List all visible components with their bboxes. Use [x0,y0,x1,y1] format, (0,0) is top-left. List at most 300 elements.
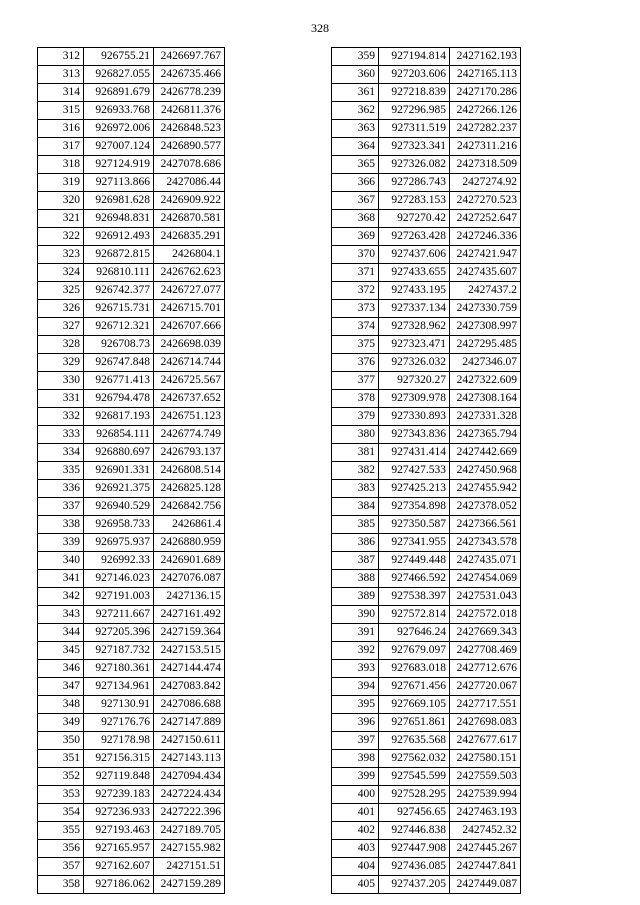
x-coordinate-cell: 927437.205 [379,876,450,894]
table-row [332,768,521,786]
x-coordinate-cell: 927162.607 [84,858,154,876]
table-row [38,606,225,624]
x-coordinate-cell: 927431.414 [379,444,450,462]
table-row [38,498,225,516]
x-coordinate-cell: 927236.933 [84,804,154,822]
table-row [38,354,225,372]
x-coordinate-cell: 926827.055 [84,66,154,84]
x-coordinate-cell: 927545.599 [379,768,450,786]
y-coordinate-cell: 2426835.291 [154,228,225,246]
y-coordinate-cell: 2427378.052 [450,498,521,516]
y-coordinate-cell: 2427144.474 [154,660,225,678]
table-row [38,210,225,228]
x-coordinate-cell: 926755.21 [84,48,154,66]
point-number-cell: 363 [332,120,379,138]
x-coordinate-cell: 927328.962 [379,318,450,336]
x-coordinate-cell: 927427.533 [379,462,450,480]
x-coordinate-cell: 926972.006 [84,120,154,138]
x-coordinate-cell: 926715.731 [84,300,154,318]
x-coordinate-cell: 927134.961 [84,678,154,696]
table-row [332,498,521,516]
y-coordinate-cell: 2427365.794 [450,426,521,444]
point-number-cell: 393 [332,660,379,678]
y-coordinate-cell: 2427136.15 [154,588,225,606]
point-number-cell: 312 [38,48,84,66]
table-row [332,480,521,498]
point-number-cell: 334 [38,444,84,462]
point-number-cell: 316 [38,120,84,138]
y-coordinate-cell: 2427270.523 [450,192,521,210]
y-coordinate-cell: 2427153.515 [154,642,225,660]
x-coordinate-cell: 927286.743 [379,174,450,192]
y-coordinate-cell: 2426870.581 [154,210,225,228]
point-number-cell: 344 [38,624,84,642]
x-coordinate-cell: 927343.836 [379,426,450,444]
y-coordinate-cell: 2427559.503 [450,768,521,786]
x-coordinate-cell: 927433.655 [379,264,450,282]
y-coordinate-cell: 2427308.997 [450,318,521,336]
point-number-cell: 389 [332,588,379,606]
point-number-cell: 320 [38,192,84,210]
table-row [38,714,225,732]
point-number-cell: 369 [332,228,379,246]
table-row [332,102,521,120]
y-coordinate-cell: 2427224.434 [154,786,225,804]
x-coordinate-cell: 927635.568 [379,732,450,750]
table-row [38,786,225,804]
x-coordinate-cell: 927130.91 [84,696,154,714]
point-number-cell: 329 [38,354,84,372]
y-coordinate-cell: 2426714.744 [154,354,225,372]
table-row [38,444,225,462]
table-row [332,426,521,444]
point-number-cell: 374 [332,318,379,336]
y-coordinate-cell: 2427708.469 [450,642,521,660]
table-row [38,822,225,840]
table-row [332,48,521,66]
y-coordinate-cell: 2427346.07 [450,354,521,372]
x-coordinate-cell: 926742.377 [84,282,154,300]
table-row [38,642,225,660]
x-coordinate-cell: 927683.018 [379,660,450,678]
table-row [332,228,521,246]
y-coordinate-cell: 2427366.561 [450,516,521,534]
y-coordinate-cell: 2427222.396 [154,804,225,822]
x-coordinate-cell: 927337.134 [379,300,450,318]
table-row [38,426,225,444]
y-coordinate-cell: 2426727.077 [154,282,225,300]
point-number-cell: 322 [38,228,84,246]
point-number-cell: 385 [332,516,379,534]
point-number-cell: 357 [38,858,84,876]
table-row [38,102,225,120]
table-row [38,552,225,570]
table-row [38,300,225,318]
y-coordinate-cell: 2427343.578 [450,534,521,552]
point-number-cell: 324 [38,264,84,282]
point-number-cell: 362 [332,102,379,120]
y-coordinate-cell: 2426707.666 [154,318,225,336]
x-coordinate-cell: 927437.606 [379,246,450,264]
table-row [38,660,225,678]
point-number-cell: 314 [38,84,84,102]
x-coordinate-cell: 927187.732 [84,642,154,660]
y-coordinate-cell: 2427282.237 [450,120,521,138]
table-row [332,840,521,858]
point-number-cell: 325 [38,282,84,300]
y-coordinate-cell: 2426804.1 [154,246,225,264]
x-coordinate-cell: 926854.111 [84,426,154,444]
table-row [332,606,521,624]
y-coordinate-cell: 2427151.51 [154,858,225,876]
x-coordinate-cell: 927309.978 [379,390,450,408]
point-number-cell: 403 [332,840,379,858]
x-coordinate-cell: 927165.957 [84,840,154,858]
point-number-cell: 380 [332,426,379,444]
table-row [332,876,521,894]
table-row [38,696,225,714]
point-number-cell: 347 [38,678,84,696]
coordinates-table-right [331,47,521,894]
point-number-cell: 354 [38,804,84,822]
y-coordinate-cell: 2427331.328 [450,408,521,426]
point-number-cell: 349 [38,714,84,732]
y-coordinate-cell: 2427143.113 [154,750,225,768]
table-row [38,462,225,480]
point-number-cell: 328 [38,336,84,354]
y-coordinate-cell: 2426909.922 [154,192,225,210]
table-row [332,210,521,228]
x-coordinate-cell: 927156.315 [84,750,154,768]
y-coordinate-cell: 2426793.137 [154,444,225,462]
x-coordinate-cell: 926921.375 [84,480,154,498]
point-number-cell: 333 [38,426,84,444]
point-number-cell: 392 [332,642,379,660]
y-coordinate-cell: 2427435.607 [450,264,521,282]
y-coordinate-cell: 2427445.267 [450,840,521,858]
page-number: 328 [311,21,329,35]
x-coordinate-cell: 926975.937 [84,534,154,552]
x-coordinate-cell: 927296.985 [379,102,450,120]
y-coordinate-cell: 2427189.705 [154,822,225,840]
x-coordinate-cell: 927205.396 [84,624,154,642]
y-coordinate-cell: 2426697.767 [154,48,225,66]
x-coordinate-cell: 926708.73 [84,336,154,354]
y-coordinate-cell: 2426725.567 [154,372,225,390]
point-number-cell: 386 [332,534,379,552]
x-coordinate-cell: 926933.768 [84,102,154,120]
point-number-cell: 371 [332,264,379,282]
y-coordinate-cell: 2427266.126 [450,102,521,120]
point-number-cell: 364 [332,138,379,156]
point-number-cell: 387 [332,552,379,570]
table-row [332,408,521,426]
x-coordinate-cell: 926872.815 [84,246,154,264]
table-row [38,390,225,408]
table-row [38,480,225,498]
table-row [38,678,225,696]
y-coordinate-cell: 2427170.286 [450,84,521,102]
table-row [38,48,225,66]
point-number-cell: 341 [38,570,84,588]
point-number-cell: 395 [332,696,379,714]
table-row [332,678,521,696]
table-row [38,84,225,102]
y-coordinate-cell: 2427086.688 [154,696,225,714]
y-coordinate-cell: 2427086.44 [154,174,225,192]
coordinates-table-left [37,47,225,894]
point-number-cell: 370 [332,246,379,264]
table-row [332,750,521,768]
y-coordinate-cell: 2427712.676 [450,660,521,678]
x-coordinate-cell: 926981.628 [84,192,154,210]
table-row [332,786,521,804]
table-row [332,390,521,408]
table-row [332,174,521,192]
point-number-cell: 352 [38,768,84,786]
point-number-cell: 323 [38,246,84,264]
x-coordinate-cell: 927562.032 [379,750,450,768]
x-coordinate-cell: 926901.331 [84,462,154,480]
y-coordinate-cell: 2426890.577 [154,138,225,156]
table-row [332,462,521,480]
x-coordinate-cell: 927466.592 [379,570,450,588]
table-row [38,570,225,588]
table-row [332,660,521,678]
table-body [332,48,521,894]
point-number-cell: 384 [332,498,379,516]
y-coordinate-cell: 2427274.92 [450,174,521,192]
x-coordinate-cell: 926891.679 [84,84,154,102]
point-number-cell: 361 [332,84,379,102]
table-row [332,642,521,660]
table-row [332,534,521,552]
x-coordinate-cell: 927178.98 [84,732,154,750]
y-coordinate-cell: 2427311.216 [450,138,521,156]
point-number-cell: 332 [38,408,84,426]
table-row [332,282,521,300]
x-coordinate-cell: 926747.848 [84,354,154,372]
x-coordinate-cell: 927341.955 [379,534,450,552]
table-row [332,84,521,102]
y-coordinate-cell: 2427531.043 [450,588,521,606]
x-coordinate-cell: 927283.153 [379,192,450,210]
table-row [38,876,225,894]
y-coordinate-cell: 2426698.039 [154,336,225,354]
point-number-cell: 381 [332,444,379,462]
table-row [38,228,225,246]
table-row [38,156,225,174]
point-number-cell: 346 [38,660,84,678]
y-coordinate-cell: 2427083.842 [154,678,225,696]
y-coordinate-cell: 2426848.523 [154,120,225,138]
x-coordinate-cell: 927671.456 [379,678,450,696]
x-coordinate-cell: 926958.733 [84,516,154,534]
point-number-cell: 313 [38,66,84,84]
y-coordinate-cell: 2426762.623 [154,264,225,282]
table-row [332,66,521,84]
y-coordinate-cell: 2427252.647 [450,210,521,228]
x-coordinate-cell: 927425.213 [379,480,450,498]
point-number-cell: 376 [332,354,379,372]
y-coordinate-cell: 2427717.551 [450,696,521,714]
point-number-cell: 317 [38,138,84,156]
table-row [332,552,521,570]
point-number-cell: 335 [38,462,84,480]
point-number-cell: 365 [332,156,379,174]
point-number-cell: 327 [38,318,84,336]
table-row [38,804,225,822]
point-number-cell: 383 [332,480,379,498]
point-number-cell: 379 [332,408,379,426]
y-coordinate-cell: 2427308.164 [450,390,521,408]
y-coordinate-cell: 2426811.376 [154,102,225,120]
point-number-cell: 339 [38,534,84,552]
table-row [38,372,225,390]
table-row [332,354,521,372]
table-row [38,282,225,300]
x-coordinate-cell: 927320.27 [379,372,450,390]
point-number-cell: 397 [332,732,379,750]
x-coordinate-cell: 927194.814 [379,48,450,66]
y-coordinate-cell: 2427159.364 [154,624,225,642]
table-row [332,822,521,840]
x-coordinate-cell: 926817.193 [84,408,154,426]
y-coordinate-cell: 2427295.485 [450,336,521,354]
x-coordinate-cell: 927538.397 [379,588,450,606]
y-coordinate-cell: 2427677.617 [450,732,521,750]
table-row [38,858,225,876]
point-number-cell: 338 [38,516,84,534]
point-number-cell: 343 [38,606,84,624]
table-row [38,318,225,336]
point-number-cell: 321 [38,210,84,228]
point-number-cell: 394 [332,678,379,696]
y-coordinate-cell: 2426861.4 [154,516,225,534]
table-row [332,858,521,876]
point-number-cell: 319 [38,174,84,192]
point-number-cell: 318 [38,156,84,174]
y-coordinate-cell: 2427076.087 [154,570,225,588]
y-coordinate-cell: 2427161.492 [154,606,225,624]
x-coordinate-cell: 926992.33 [84,552,154,570]
x-coordinate-cell: 927218.839 [379,84,450,102]
point-number-cell: 401 [332,804,379,822]
x-coordinate-cell: 927186.062 [84,876,154,894]
point-number-cell: 366 [332,174,379,192]
x-coordinate-cell: 927528.295 [379,786,450,804]
x-coordinate-cell: 927433.195 [379,282,450,300]
point-number-cell: 396 [332,714,379,732]
x-coordinate-cell: 926810.111 [84,264,154,282]
x-coordinate-cell: 927191.003 [84,588,154,606]
x-coordinate-cell: 927270.42 [379,210,450,228]
table-row [332,264,521,282]
table-body [38,48,225,894]
table-row [332,336,521,354]
x-coordinate-cell: 926940.529 [84,498,154,516]
x-coordinate-cell: 927176.76 [84,714,154,732]
point-number-cell: 355 [38,822,84,840]
table-row [332,732,521,750]
y-coordinate-cell: 2427580.151 [450,750,521,768]
y-coordinate-cell: 2427330.759 [450,300,521,318]
table-row [332,696,521,714]
y-coordinate-cell: 2426808.514 [154,462,225,480]
table-row [332,714,521,732]
table-row [332,624,521,642]
x-coordinate-cell: 927311.519 [379,120,450,138]
y-coordinate-cell: 2427450.968 [450,462,521,480]
point-number-cell: 340 [38,552,84,570]
table-row [332,588,521,606]
x-coordinate-cell: 927323.341 [379,138,450,156]
point-number-cell: 336 [38,480,84,498]
x-coordinate-cell: 927447.908 [379,840,450,858]
x-coordinate-cell: 927180.361 [84,660,154,678]
point-number-cell: 359 [332,48,379,66]
x-coordinate-cell: 927446.838 [379,822,450,840]
table-row [332,120,521,138]
table-row [332,372,521,390]
point-number-cell: 372 [332,282,379,300]
y-coordinate-cell: 2427539.994 [450,786,521,804]
x-coordinate-cell: 927007.124 [84,138,154,156]
y-coordinate-cell: 2427447.841 [450,858,521,876]
y-coordinate-cell: 2427159.289 [154,876,225,894]
point-number-cell: 382 [332,462,379,480]
table-row [38,264,225,282]
y-coordinate-cell: 2427435.071 [450,552,521,570]
table-row [332,516,521,534]
point-number-cell: 400 [332,786,379,804]
point-number-cell: 330 [38,372,84,390]
y-coordinate-cell: 2427421.947 [450,246,521,264]
table-row [332,318,521,336]
y-coordinate-cell: 2427720.067 [450,678,521,696]
table-row [332,156,521,174]
y-coordinate-cell: 2427449.087 [450,876,521,894]
point-number-cell: 342 [38,588,84,606]
table-row [38,246,225,264]
table-row [38,588,225,606]
point-number-cell: 360 [332,66,379,84]
x-coordinate-cell: 926794.478 [84,390,154,408]
x-coordinate-cell: 927354.898 [379,498,450,516]
x-coordinate-cell: 927323.471 [379,336,450,354]
x-coordinate-cell: 927669.105 [379,696,450,714]
table-row [38,336,225,354]
x-coordinate-cell: 926912.493 [84,228,154,246]
y-coordinate-cell: 2427437.2 [450,282,521,300]
point-number-cell: 315 [38,102,84,120]
y-coordinate-cell: 2427572.018 [450,606,521,624]
y-coordinate-cell: 2427165.113 [450,66,521,84]
point-number-cell: 367 [332,192,379,210]
x-coordinate-cell: 927679.097 [379,642,450,660]
point-number-cell: 356 [38,840,84,858]
point-number-cell: 405 [332,876,379,894]
point-number-cell: 399 [332,768,379,786]
y-coordinate-cell: 2426774.749 [154,426,225,444]
y-coordinate-cell: 2426778.239 [154,84,225,102]
x-coordinate-cell: 926771.413 [84,372,154,390]
x-coordinate-cell: 926712.321 [84,318,154,336]
y-coordinate-cell: 2426842.756 [154,498,225,516]
y-coordinate-cell: 2426751.123 [154,408,225,426]
table-row [38,66,225,84]
x-coordinate-cell: 927456.65 [379,804,450,822]
